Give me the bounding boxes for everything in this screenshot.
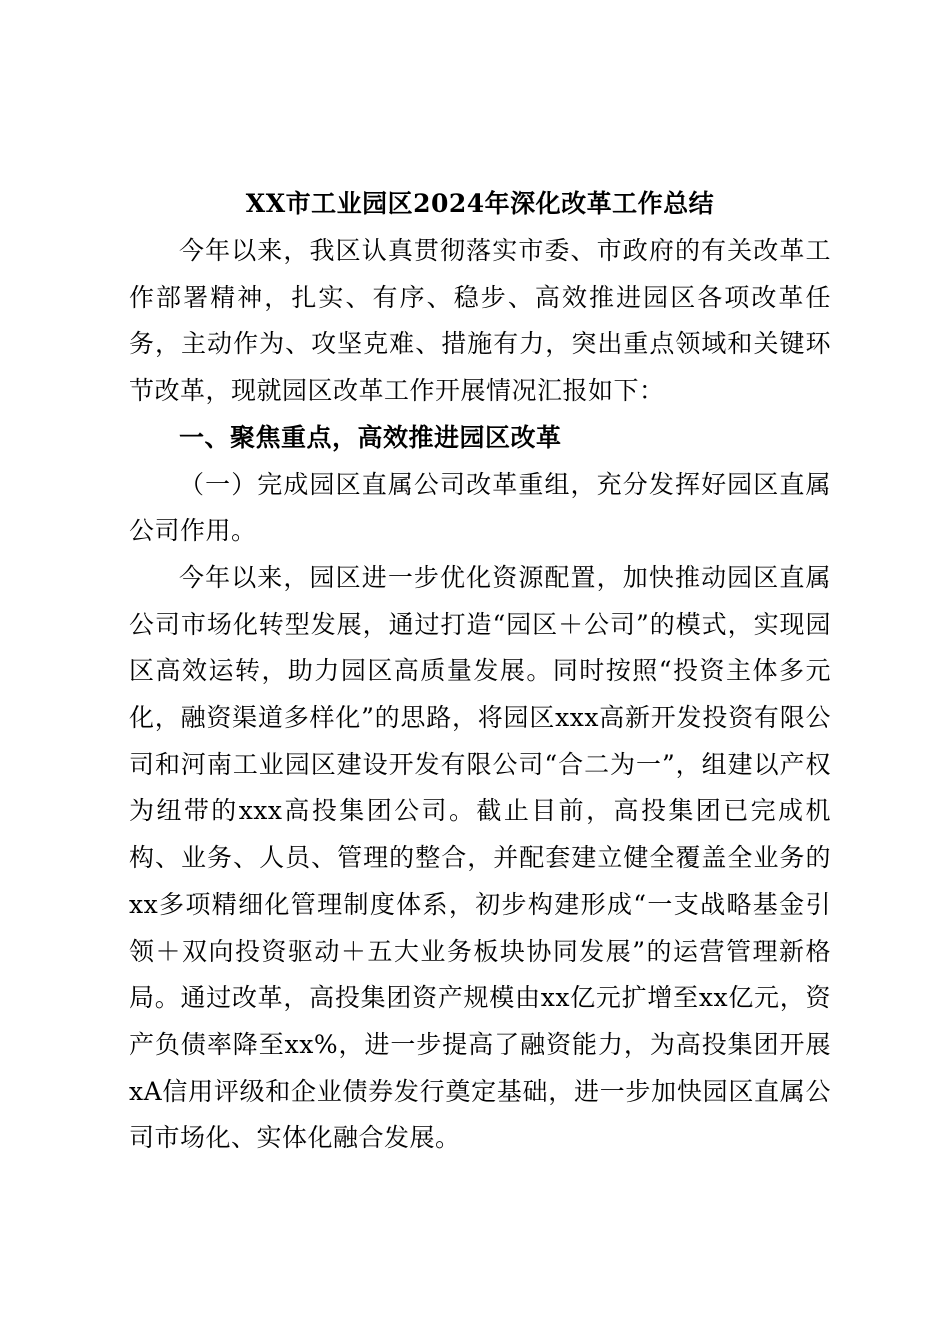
document-title: XX市工业园区2024年深化改革工作总结 (245, 189, 715, 218)
document-body (129, 182, 831, 1162)
subsection-heading-1: （一）完成园区直属公司改革重组，充分发挥好园区直属公司作用。 (129, 469, 831, 546)
subsection-body-paragraph: 今年以来，园区进一步优化资源配置，加快推动园区直属公司市场化转型发展，通过打造“园区＋公司”的模式，实现园区高效运转，助力园区高质量发展。同时按照“投资主体多元化，融资渠道多样化”的思路，将园区xxx高新开发投资有限公司和河南工业园区建设开发有限公司“合二为一”，组建以产权为纽带的xxx高投集团公司。截止目前，高投集团已完成机构、业务、人员、管理的整合，并配套建立健全覆盖全业务的xx多项精细化管理制度体系，初步构建形成“一支战略基金引领＋双向投资驱动＋五大业务板块协同发展”的运营管理新格局。通过改革，高投集团资产规模由xx亿元扩增至xx亿元，资产负债率降至xx%，进一步提高了融资能力，为高投集团开展xA信用评级和企业债券发行奠定基础，进一步加快园区直属公司市场化、实体化融合发展。 (129, 562, 831, 1153)
section-heading-1: 一、聚焦重点，高效推进园区改革 (179, 422, 562, 452)
intro-paragraph: 今年以来，我区认真贯彻落实市委、市政府的有关改革工作部署精神，扎实、有序、稳步、高效推进园区各项改革任务，主动作为、攻坚克难、措施有力，突出重点领域和关键环节改革，现就园区改革工作开展情况汇报如下： (129, 236, 831, 406)
